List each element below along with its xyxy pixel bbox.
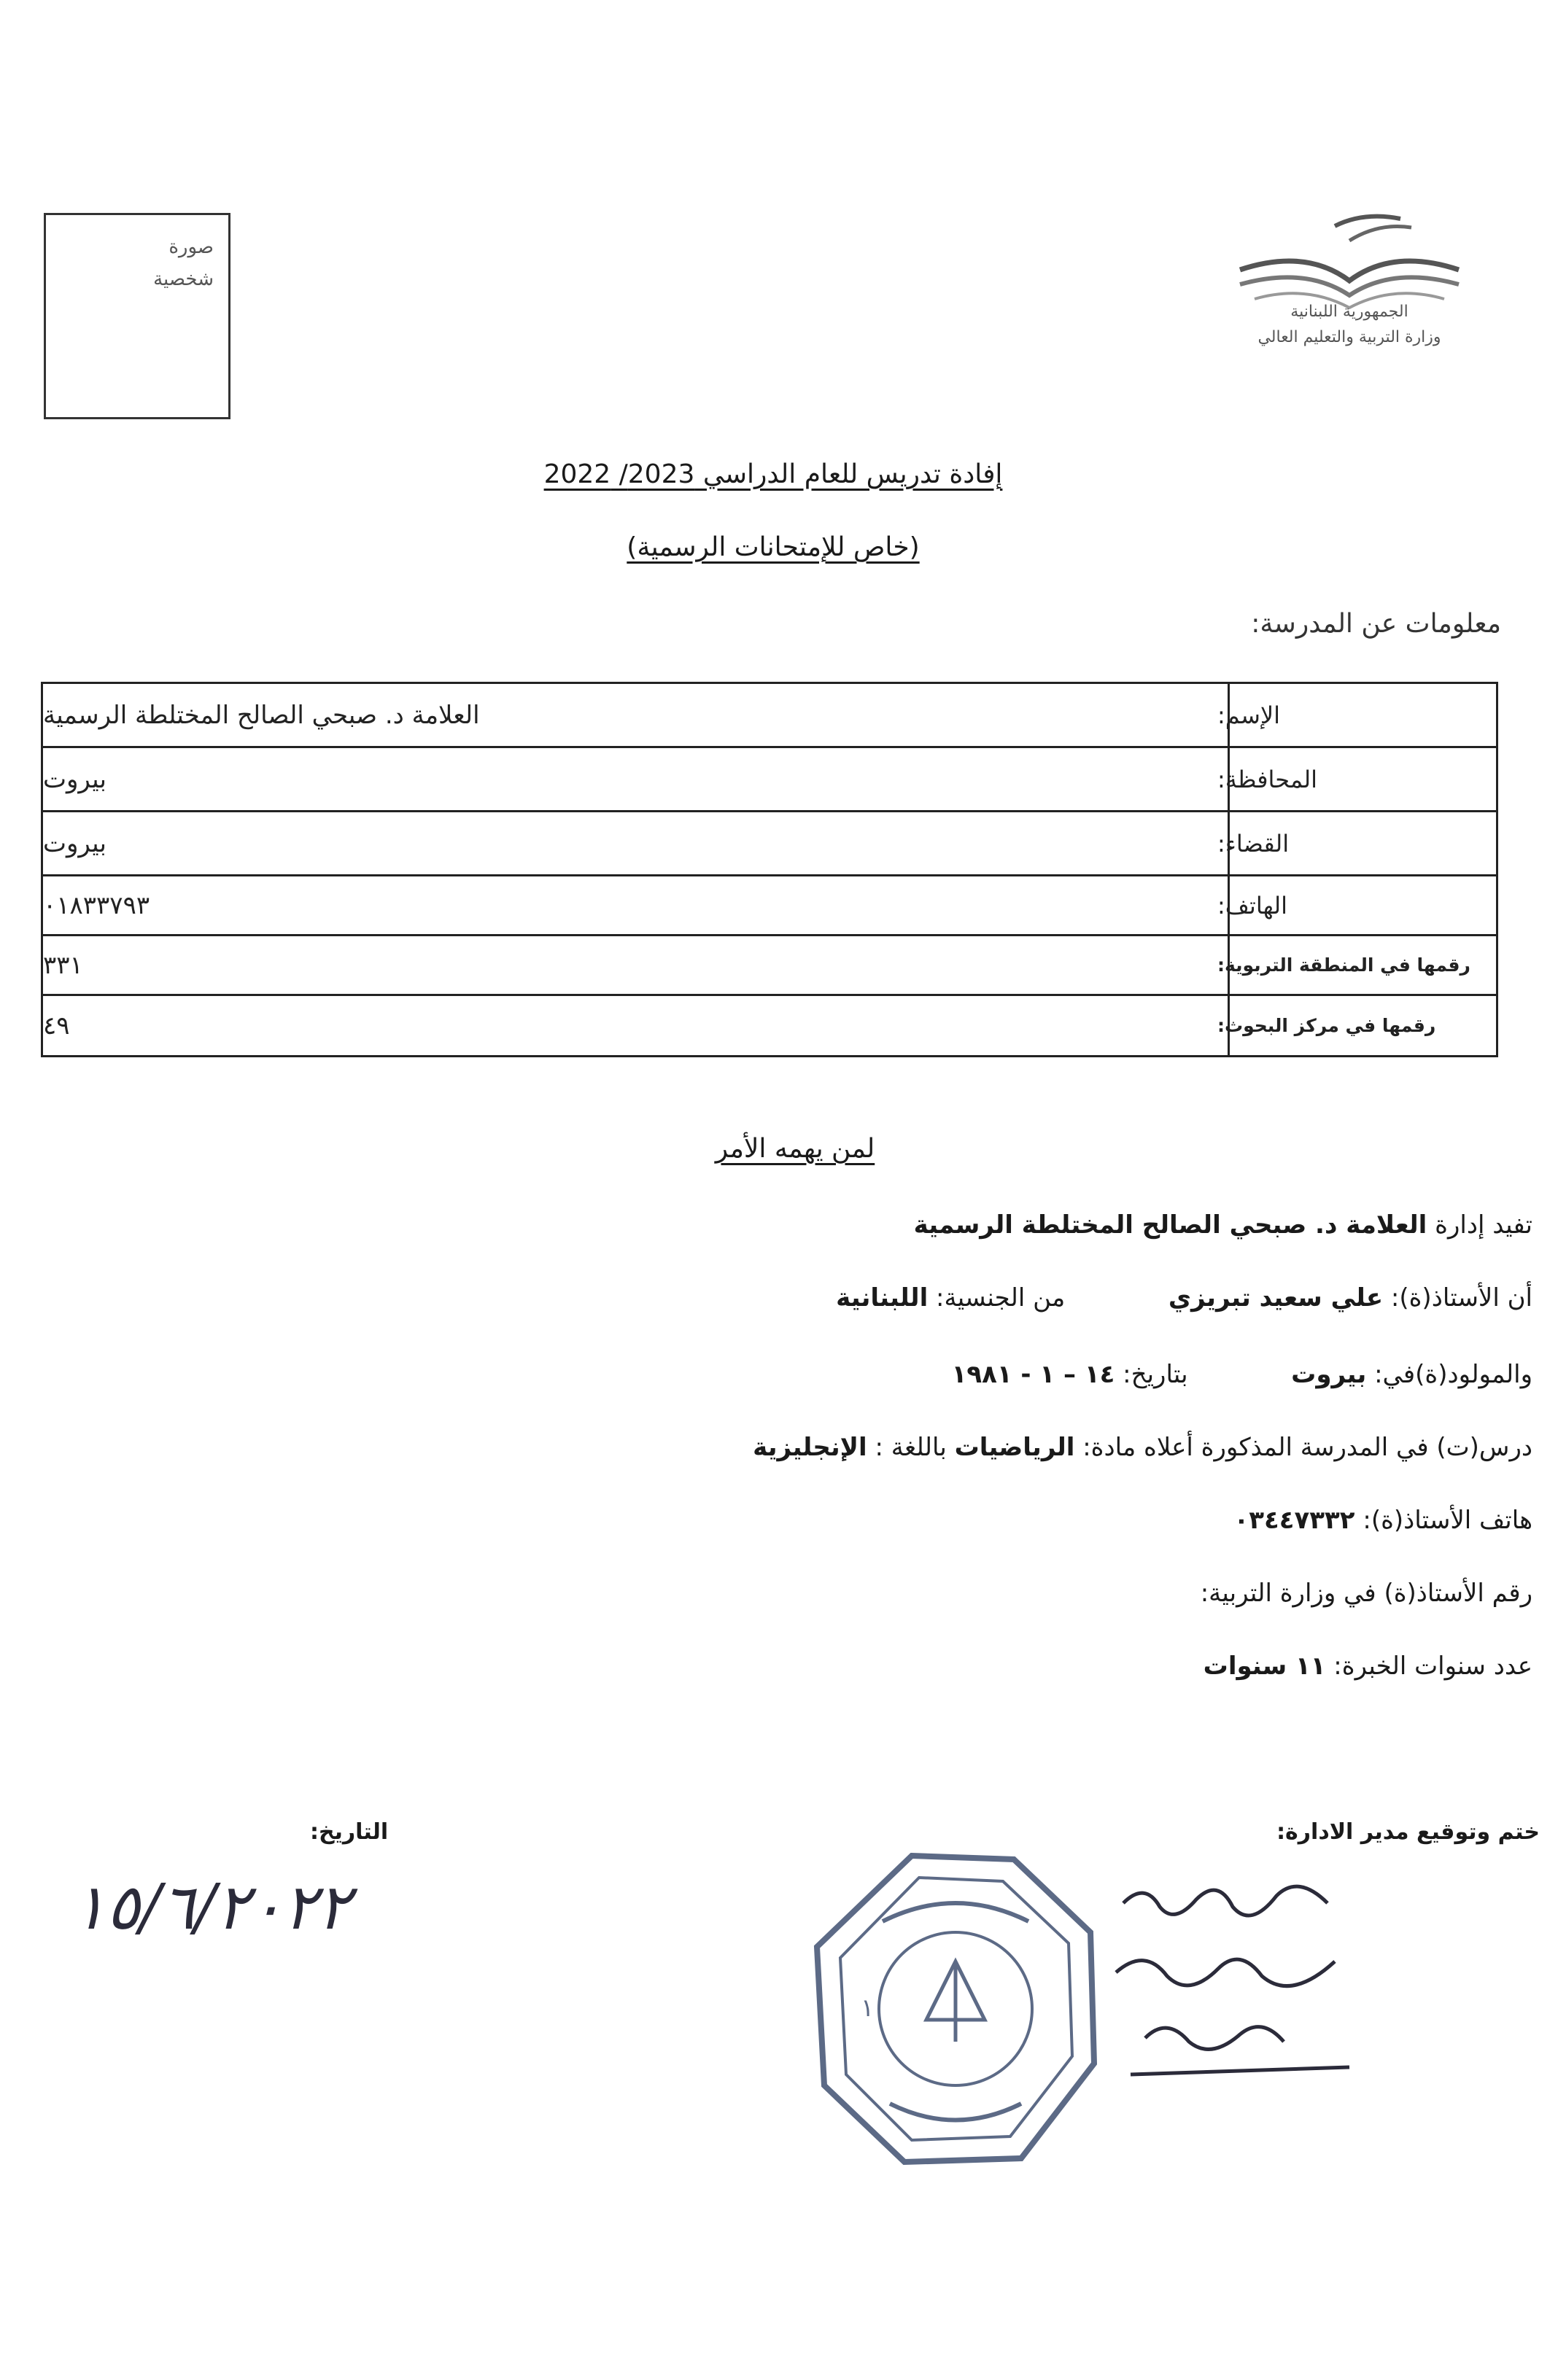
body-line-school (914, 1210, 1532, 1240)
birth-date-label: بتاريخ: (1123, 1360, 1188, 1389)
teacher-name: علي سعيد تبريزي (1168, 1283, 1384, 1312)
handwritten-date-text: ١٥/٦/٢٠٢٢ (72, 1871, 351, 1944)
signature-label: ختم وتوقيع مدير الادارة: (1276, 1819, 1540, 1845)
date-label: التاريخ: (310, 1819, 389, 1845)
logo-line1: الجمهورية اللبنانية (1290, 303, 1408, 321)
school-name: العلامة د. صبحي الصالح المختلطة الرسمية (913, 1210, 1427, 1240)
logo-line2: وزارة التربية والتعليم العالي (1257, 328, 1441, 346)
table-row-educational-zone-number (43, 936, 1496, 996)
experience-label: عدد سنوات الخبرة: (1333, 1652, 1532, 1681)
photo-box-text (82, 231, 214, 295)
line2-prefix: أن الأستاذ(ة): (1390, 1283, 1532, 1312)
row-label: القضاء: (1217, 829, 1290, 858)
row-value: بيروت (43, 764, 106, 794)
row-value: العلامة د. صبحي الصالح المختلطة الرسمية (43, 700, 480, 730)
document-title: إفادة تدريس للعام الدراسي 2023/ 2022 (543, 459, 1003, 489)
official-stamp (802, 1845, 1109, 2173)
language-value: الإنجليزية (753, 1433, 867, 1462)
stamp-seal-icon (802, 1845, 1109, 2173)
nationality-value: اللبنانية (836, 1283, 929, 1312)
ministry-number-label: رقم الأستاذ(ة) في وزارة التربية: (1200, 1579, 1532, 1608)
subject-value: الرياضيات (954, 1433, 1075, 1462)
body-line-teacher (836, 1283, 1532, 1312)
signature-strokes (1094, 1867, 1357, 2107)
body-line-subject (753, 1433, 1532, 1462)
table-row-name (43, 684, 1496, 748)
line4-prefix: درس(ت) في المدرسة المذكورة أعلاه مادة: (1082, 1433, 1532, 1462)
handwritten-date (44, 1863, 379, 1951)
to-whom-heading: لمن يهمه الأمر (715, 1134, 875, 1164)
table-row-phone (43, 876, 1496, 936)
photo-box-line1: صورة (168, 236, 214, 258)
svg-text:١: ١ (861, 1994, 875, 2023)
line3-prefix: والمولود(ة)في: (1374, 1360, 1532, 1389)
school-info-table (41, 682, 1498, 1057)
handwritten-signature (1094, 1867, 1357, 2107)
language-label: باللغة : (875, 1433, 947, 1462)
ministry-logo (1225, 211, 1473, 365)
row-value: ٤٩ (43, 1011, 70, 1041)
body-line-birth (952, 1360, 1532, 1389)
nationality-label: من الجنسية: (936, 1283, 1066, 1312)
experience-value: ١١ سنوات (1203, 1652, 1326, 1681)
row-label: رقمها في مركز البحوث: (1217, 1015, 1436, 1036)
photo-box (44, 213, 230, 419)
row-label: الهاتف: (1217, 891, 1287, 919)
phone-label: هاتف الأستاذ(ة): (1363, 1506, 1532, 1535)
school-info-heading: معلومات عن المدرسة: (1251, 609, 1501, 639)
row-label: الإسم: (1217, 701, 1281, 729)
photo-box-line2: شخصية (153, 268, 214, 290)
handwritten-date-strokes (44, 1863, 379, 1951)
row-value: ٠١٨٣٣٧٩٣ (43, 890, 150, 920)
table-row-district (43, 812, 1496, 876)
table-row-research-center-number (43, 996, 1496, 1055)
birth-place: بيروت (1291, 1360, 1367, 1389)
row-label: المحافظة: (1217, 765, 1318, 793)
document-subtitle: (خاص للإمتحانات الرسمية) (627, 532, 920, 562)
line1-prefix: تفيد إدارة (1435, 1210, 1532, 1240)
birth-date: ١٤ – ١ - ١٩٨١ (951, 1360, 1115, 1389)
table-row-governorate (43, 748, 1496, 812)
row-label: رقمها في المنطقة التربوية: (1217, 954, 1470, 976)
body-line-ministry-number (1201, 1579, 1532, 1608)
body-line-experience (1204, 1652, 1532, 1681)
row-value: بيروت (43, 828, 106, 858)
phone-value: ٠٣٤٤٧٣٣٢ (1233, 1506, 1355, 1535)
row-value: ٣٣١ (43, 950, 83, 980)
body-line-phone (1234, 1506, 1532, 1535)
